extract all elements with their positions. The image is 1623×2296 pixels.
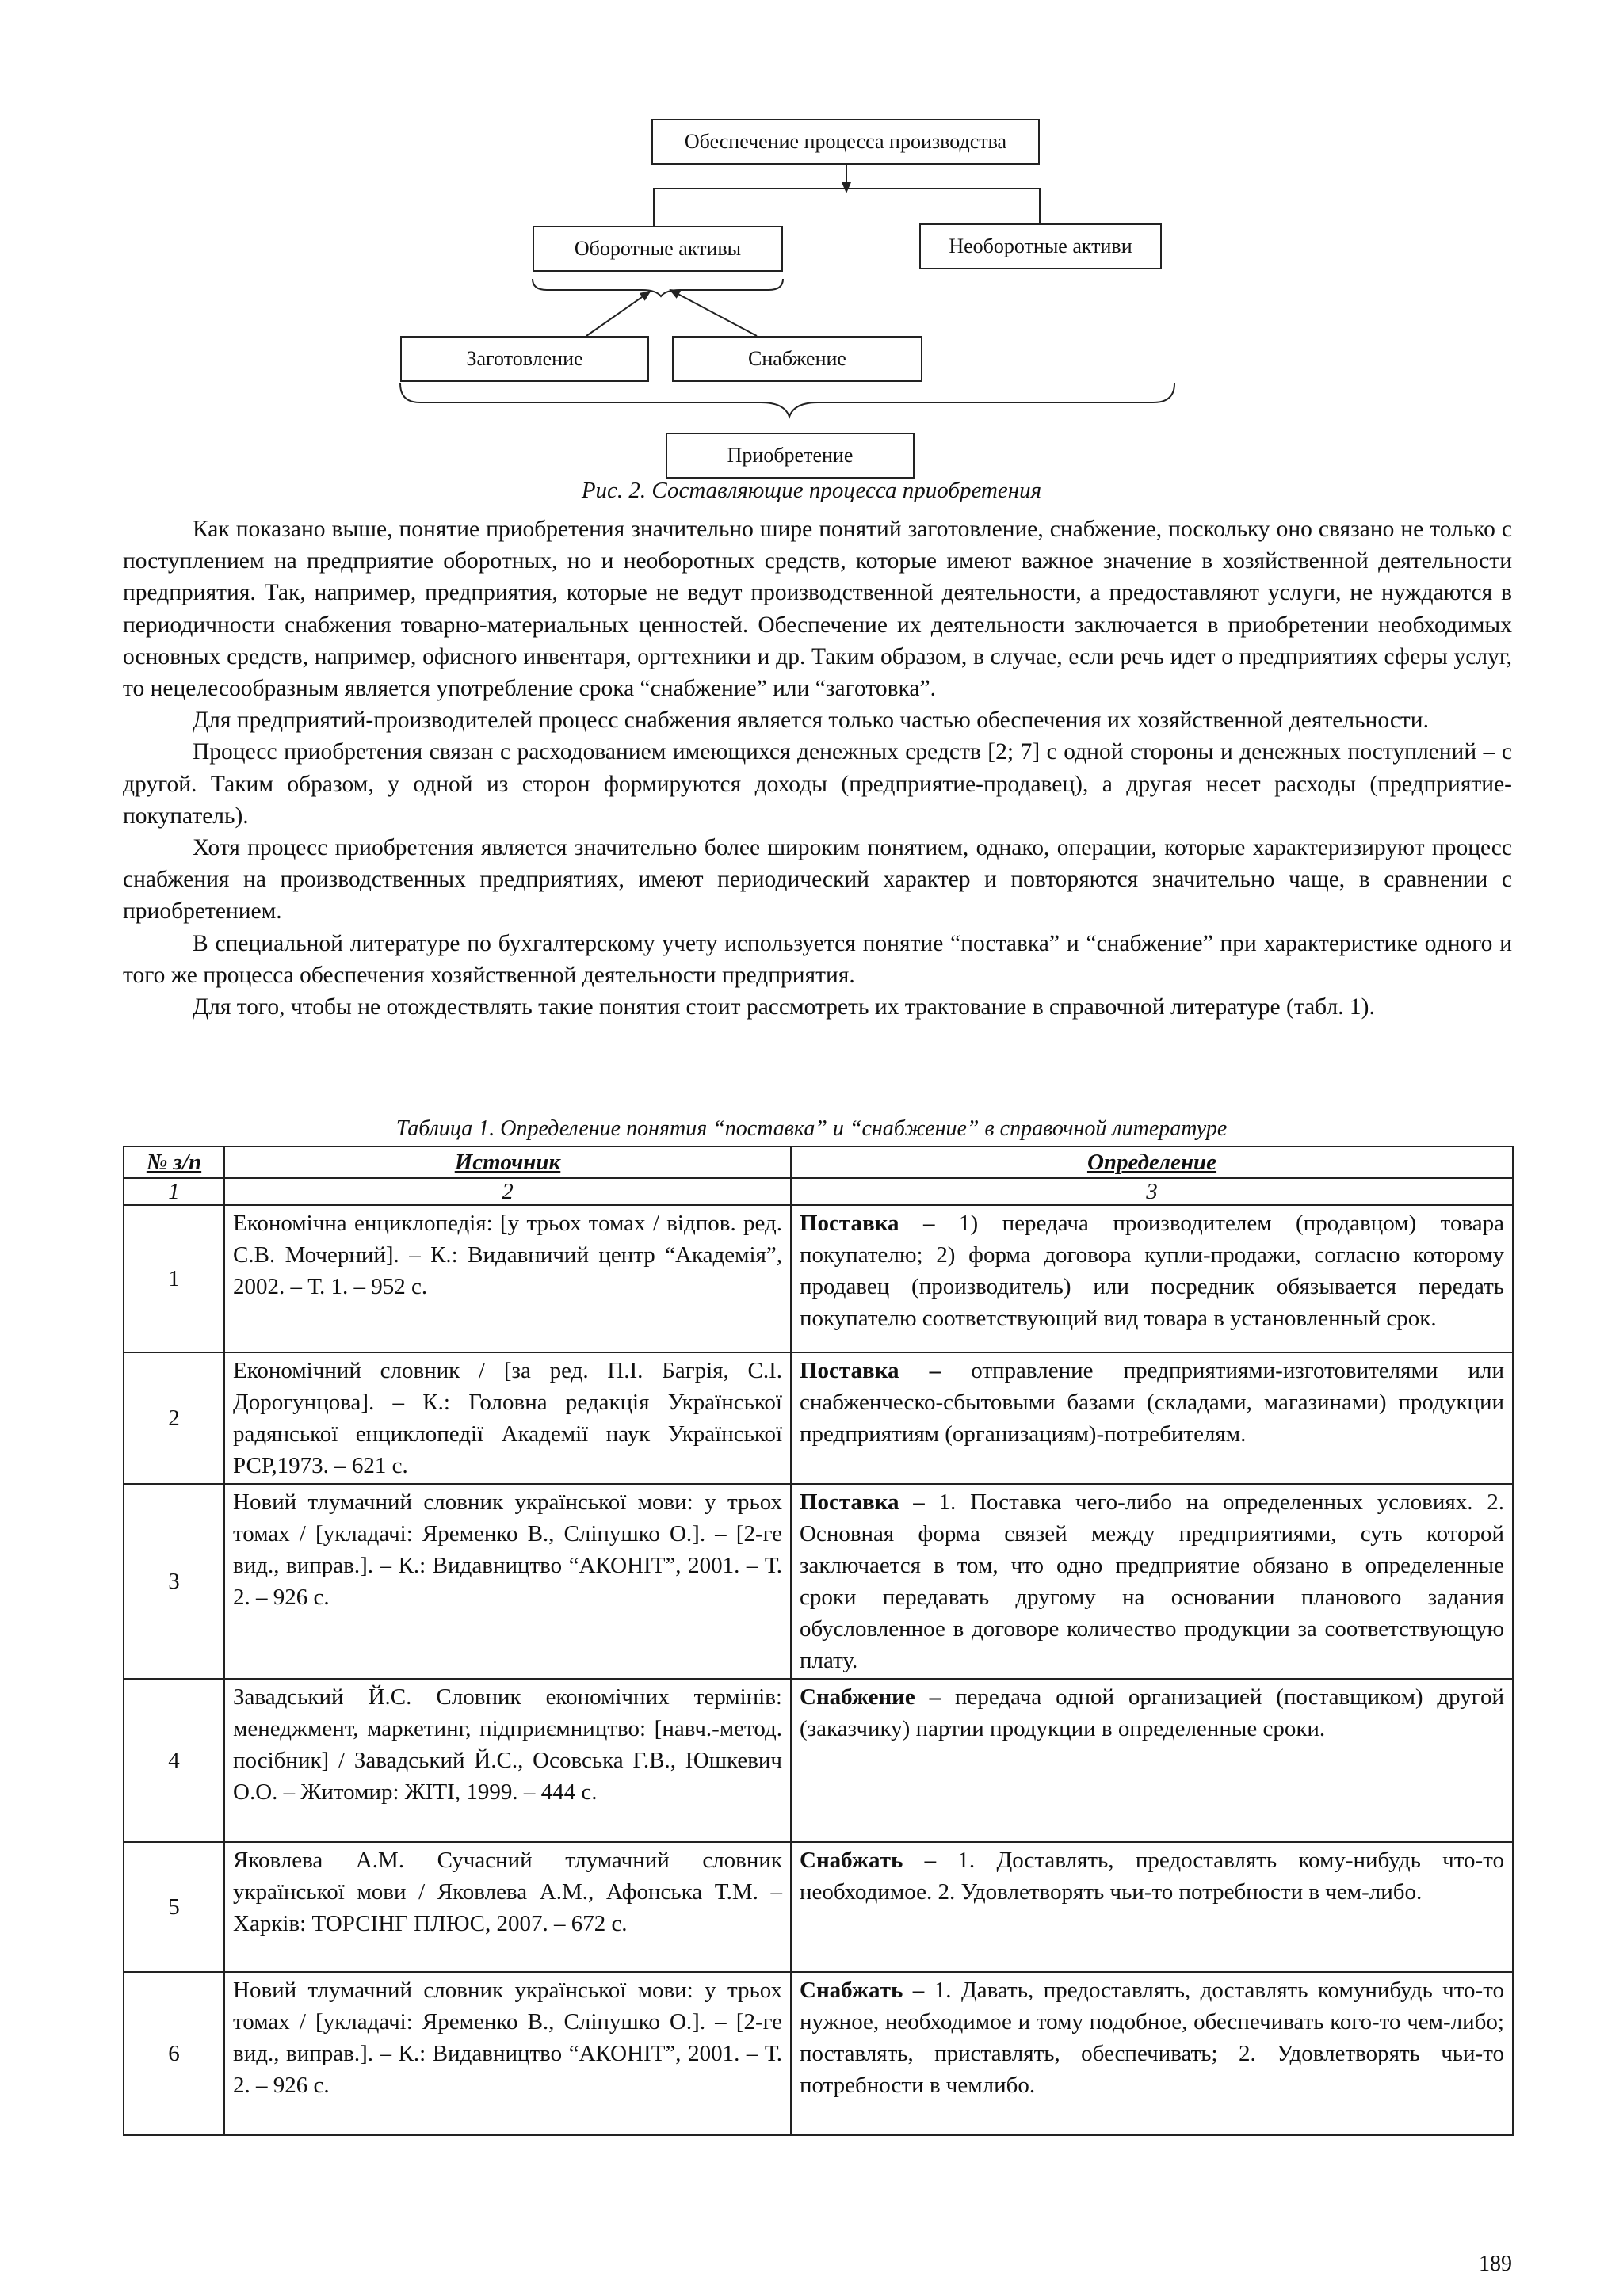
paragraph: Для того, чтобы не отождествлять такие понятия стоит рассмотреть их трактование в справочной литературе (табл. 1). — [193, 994, 1375, 1020]
column-number: 2 — [224, 1178, 791, 1205]
diagram-connectors — [0, 0, 1623, 507]
definition-term: Поставка – — [800, 1211, 935, 1236]
header-number: № з/п — [124, 1146, 224, 1178]
figure-caption: Рис. 2. Составляющие процесса приобретения — [581, 478, 1042, 503]
paragraph: Хотя процесс приобретения является значительно более широким понятием, однако, операции, которые характеризируют процесс снабжения на производственных предприятиях, имеют периодический характер и повторяются значительно чаще, в сравнении с приобретением. — [123, 835, 1512, 925]
definition-text: 1) передача производителем (продавцом) товара покупателю; 2) форма договора купли-продажи, согласно которому продавец (производитель) или посредник обязывается передать покупателю соответствующий вид товара в установленный срок. — [800, 1211, 1504, 1331]
process-diagram — [0, 0, 1623, 507]
column-number: 3 — [791, 1178, 1513, 1205]
row-definition — [791, 1972, 1513, 2135]
diagram-box-top: Обеспечение процесса производства — [651, 119, 1040, 165]
row-number: 4 — [124, 1679, 224, 1842]
diagram-box-current-assets: Оборотные активы — [533, 226, 783, 272]
column-number: 1 — [124, 1178, 224, 1205]
row-definition — [791, 1679, 1513, 1842]
definition-text: передача одной организацией (поставщиком) другой (заказчику) партии продукции в определенные сроки. — [800, 1684, 1504, 1741]
row-definition — [791, 1842, 1513, 1972]
definition-text: 1. Доставлять, предоставлять кому-нибудь что-то необходимое. 2. Удовлетворять чьи-то потребности в чем-либо. — [800, 1848, 1504, 1905]
diagram-box-acquisition: Приобретение — [666, 433, 915, 479]
definition-term: Снабжать – — [800, 1978, 925, 2003]
definition-text: 1. Давать, предоставлять, доставлять комунибудь что-то нужное, необходимое и тому подобное, обеспечивать кого-то чем-либо; поставлять, приставлять, обеспечивать; 2. Удовлетворять чьи-то потребности в чемлибо. — [800, 1978, 1504, 2098]
table-row — [124, 1205, 1513, 1352]
body-text — [123, 513, 1512, 1023]
procurement-arrow — [586, 292, 650, 336]
current-assets-brace — [533, 279, 783, 296]
diagram-box-supply: Снабжение — [672, 336, 922, 382]
definition-term: Поставка – — [800, 1358, 941, 1383]
row-number: 1 — [124, 1205, 224, 1352]
row-definition — [791, 1205, 1513, 1352]
row-source: Завадський Й.С. Словник економічних термінів: менеджмент, маркетинг, підприємництво: [навч.-метод. посібник] / Завадський Й.С., Осовська Г.В., Юшкевич О.О. – Житомир: ЖІТІ, 1999. – 444 с. — [224, 1679, 791, 1842]
row-number: 6 — [124, 1972, 224, 2135]
row-source: Новий тлумачний словник української мови: у трьох томах / [укладачі: Яременко В., Сліпушко О.]. – [2-ге вид., виправ.]. – К.: Видавництво “АКОНІТ”, 2001. – Т. 2. – 926 с. — [224, 1484, 791, 1679]
header-definition: Определение — [791, 1146, 1513, 1178]
definition-text: отправление предприятиями-изготовителями или снабженческо-сбытовыми базами (складами, магазинами) продукции предприятиям (организациям)-потребителям. — [800, 1358, 1504, 1447]
page-number: 189 — [1479, 2252, 1512, 2276]
branch-connector — [654, 189, 1040, 226]
table-row — [124, 1679, 1513, 1842]
table-row — [124, 1842, 1513, 1972]
table-header-row — [124, 1146, 1513, 1178]
paragraph: Как показано выше, понятие приобретения значительно шире понятий заготовление, снабжение, поскольку оно связано не только с поступлением на предприятие оборотных, но и необоротных средств, которые имеют важное значение в хозяйственной деятельности предприятия. Так, например, предприятия, которые не ведут производственной деятельности, а предоставляют услуги, не нуждаются в периодичности снабжения товарно-материальных ценностей. Обеспечение их деятельности заключается в приобретении необходимых основных средств, например, офисного инвентаря, оргтехники и др. Таким образом, в случае, если речь идет о предприятиях сферы услуг, то нецелесообразным является употребление срока “снабжение” или “заготовка”. — [123, 517, 1512, 702]
supply-arrow — [670, 290, 757, 336]
row-definition — [791, 1484, 1513, 1679]
paragraph: Процесс приобретения связан с расходованием имеющихся денежных средств [2; 7] с одной стороны и денежных поступлений – с другой. Таким образом, у одной из сторон формируются доходы (предприятие-продавец), а другая несет расходы (предприятие-покупатель). — [123, 739, 1512, 829]
header-source: Источник — [224, 1146, 791, 1178]
table-row — [124, 1484, 1513, 1679]
definition-term: Снабжать – — [800, 1848, 937, 1873]
row-source: Новий тлумачний словник української мови: у трьох томах / [укладачі: Яременко В., Сліпушко О.]. – [2-ге вид., виправ.]. – К.: Видавництво “АКОНІТ”, 2001. – Т. 2. – 926 с. — [224, 1972, 791, 2135]
row-number: 3 — [124, 1484, 224, 1679]
diagram-box-noncurrent-assets: Необоротные активи — [919, 223, 1162, 269]
definitions-table — [123, 1146, 1514, 2136]
acquisition-brace — [400, 383, 1174, 417]
row-source: Економічний словник / [за ред. П.І. Багрія, С.І. Дорогунцова]. – К.: Головна редакція Української радянської енциклопедії Академії наук Української РСР,1973. – 621 с. — [224, 1352, 791, 1484]
definition-term: Снабжение – — [800, 1684, 941, 1710]
table-row — [124, 1352, 1513, 1484]
row-source: Економічна енциклопедія: [у трьох томах / відпов. ред. С.В. Мочерний]. – К.: Видавничий центр “Академія”, 2002. – Т. 1. – 952 с. — [224, 1205, 791, 1352]
paragraph: В специальной литературе по бухгалтерскому учету используется понятие “поставка” и “снабжение” при характеристике одного и того же процесса обеспечения хозяйственной деятельности предприятия. — [123, 930, 1512, 988]
row-source: Яковлева А.М. Сучасний тлумачний словник української мови / Яковлева А.М., Афонська Т.М. – Харків: ТОРСІНГ ПЛЮС, 2007. – 672 с. — [224, 1842, 791, 1972]
diagram-box-procurement: Заготовление — [400, 336, 649, 382]
definition-term: Поставка – — [800, 1489, 925, 1515]
row-number: 2 — [124, 1352, 224, 1484]
table-caption: Таблица 1. Определение понятия “поставка” и “снабжение” в справочной литературе — [395, 1116, 1228, 1141]
row-number: 5 — [124, 1842, 224, 1972]
table-row — [124, 1972, 1513, 2135]
row-definition — [791, 1352, 1513, 1484]
definition-text: 1. Поставка чего-либо на определенных условиях. 2. Основная форма связей между предприятиями, суть которой заключается в том, что одно предприятие обязано в определенные сроки передавать другому на основании планового задания обусловленное в договоре количество продукции за соответствующую плату. — [800, 1489, 1504, 1673]
paragraph: Для предприятий-производителей процесс снабжения является только частью обеспечения их хозяйственной деятельности. — [193, 707, 1429, 734]
column-number-row — [124, 1178, 1513, 1205]
